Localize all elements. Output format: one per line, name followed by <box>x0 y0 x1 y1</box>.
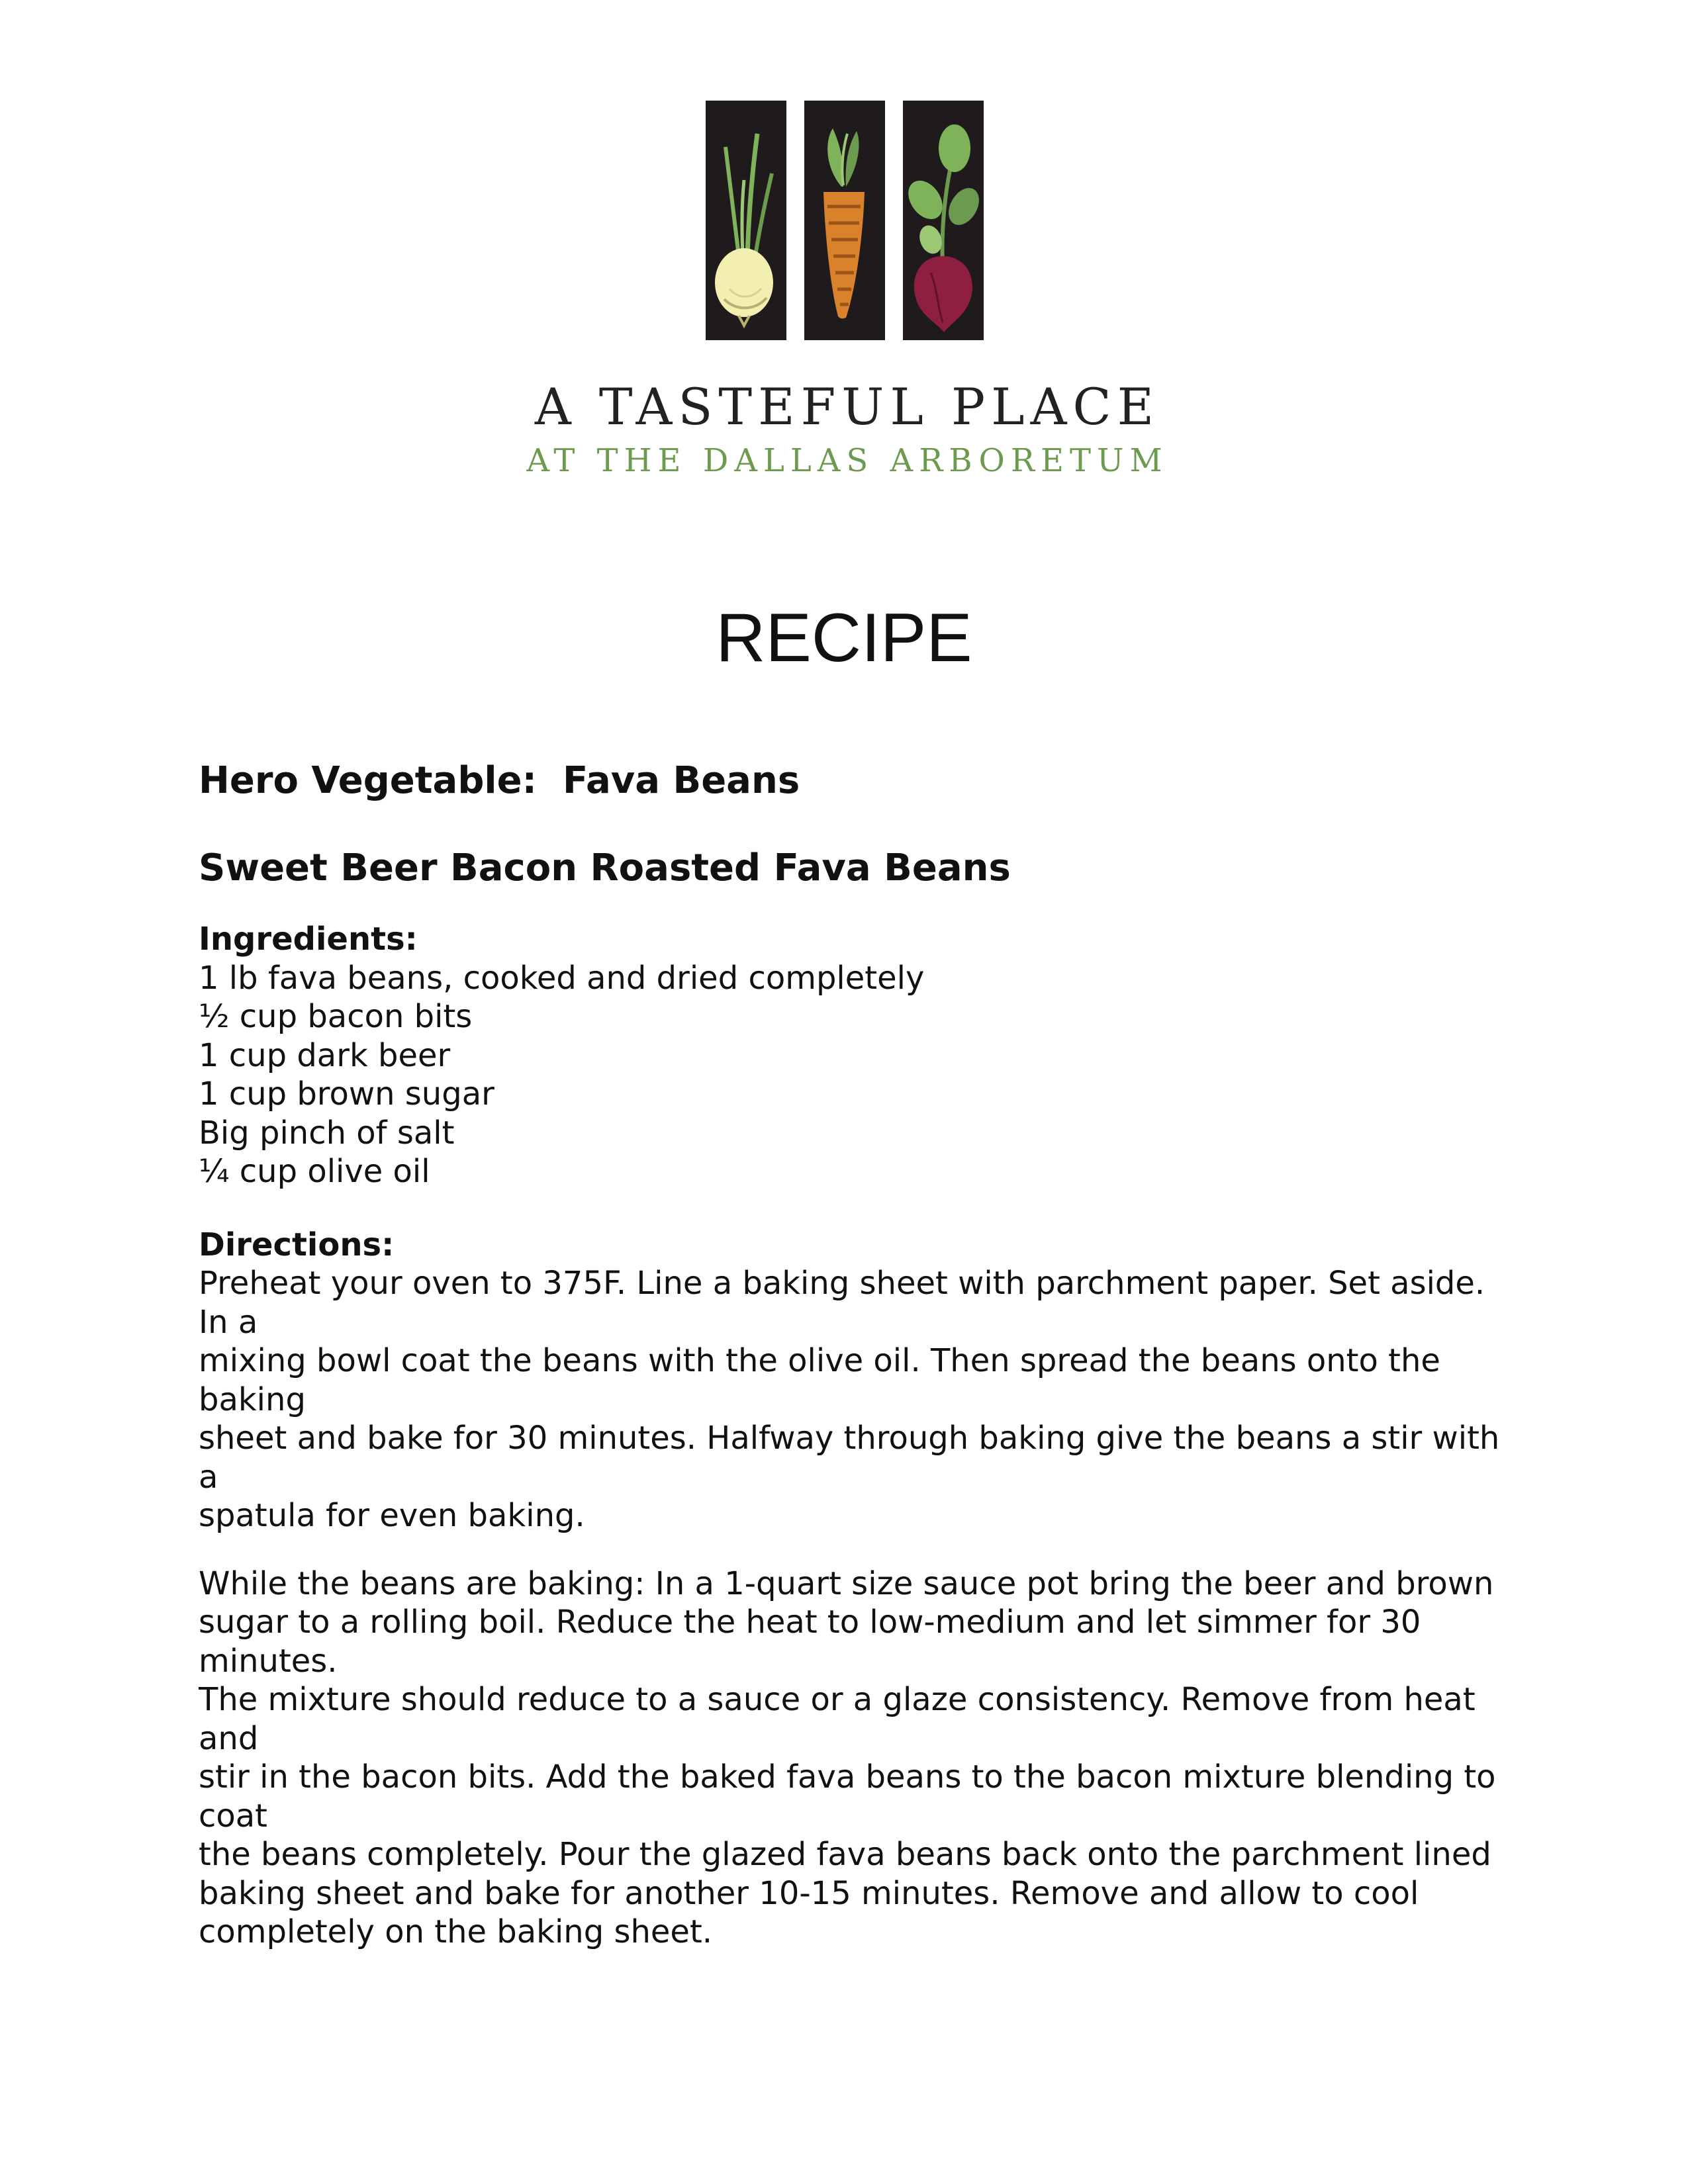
ingredient-item: 1 cup brown sugar <box>199 1075 494 1113</box>
logo-vegetable-panels <box>706 101 984 340</box>
hero-vegetable: Hero Vegetable: Fava Beans <box>199 759 800 802</box>
ingredient-item: Big pinch of salt <box>199 1114 455 1152</box>
directions-paragraph: While the beans are baking: In a 1-quart size sauce pot bring the beer and brown sugar to a rolling boil. Reduce the heat to low-medium and let simmer for 30 minutes. The mixture should reduce to a sauce or a glaze consistency. Remove from heat and stir in the bacon bits. Add the baked fava beans to the bacon mixture blending to coat the beans completely. Pour the glazed fava beans back onto the parchment lined baking sheet and bake for another 10-15 minutes. Remove and allow to cool completely on the baking sheet. <box>199 1565 1496 1950</box>
directions-label: Directions: <box>199 1226 395 1263</box>
ingredients-label: Ingredients: <box>199 921 418 958</box>
ingredient-item: ½ cup bacon bits <box>199 998 473 1035</box>
ingredient-item: 1 cup dark beer <box>199 1036 451 1074</box>
onion-icon <box>706 101 786 340</box>
ingredient-item: ¼ cup olive oil <box>199 1153 430 1190</box>
recipe-content <box>199 754 1523 1981</box>
logo-icon <box>706 101 984 340</box>
ingredient-item: 1 lb fava beans, cooked and dried completely <box>199 959 925 997</box>
carrot-icon <box>804 101 885 340</box>
document-heading: RECIPE <box>716 600 972 676</box>
logo-subtitle: AT THE DALLAS ARBORETUM <box>526 442 1168 479</box>
ingredients-list <box>199 959 1523 1191</box>
directions-paragraph: Preheat your oven to 375F. Line a baking sheet with parchment paper. Set aside. In a mixing bowl coat the beans with the olive oil. Then spread the beans onto the baking sheet and bake for 30 minutes. Halfway through baking give the beans a stir with a spatula for even baking. <box>199 1265 1500 1534</box>
recipe-title: Sweet Beer Bacon Roasted Fava Beans <box>199 846 1011 889</box>
beet-icon <box>902 101 984 340</box>
logo-title: A TASTEFUL PLACE <box>534 377 1160 436</box>
